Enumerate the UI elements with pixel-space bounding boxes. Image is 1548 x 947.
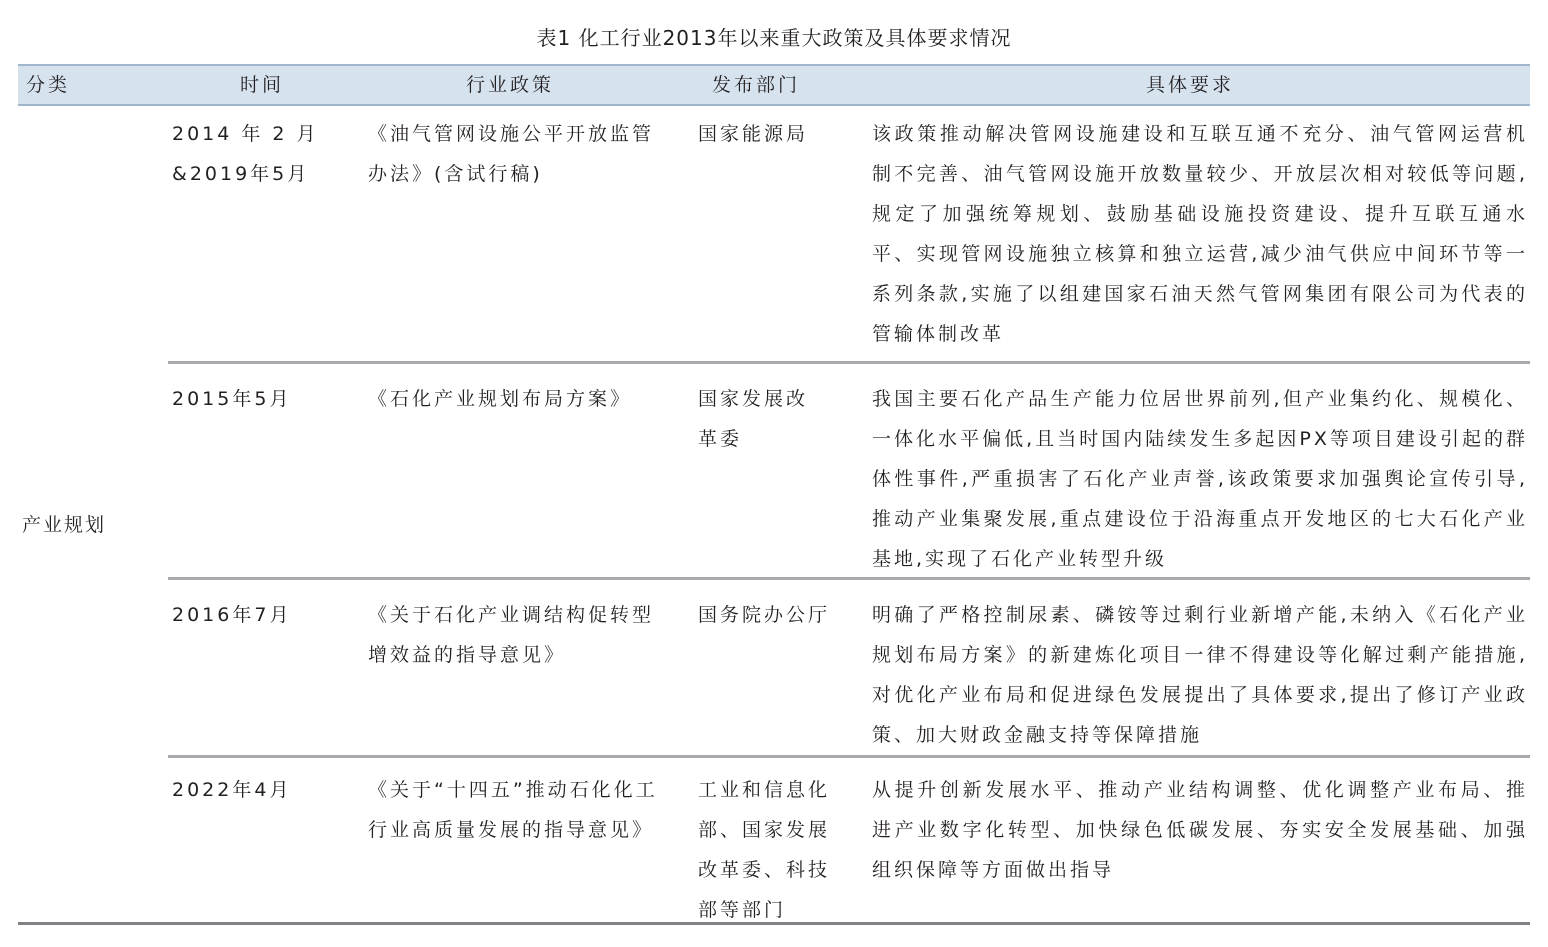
table-header — [18, 64, 1530, 106]
table-row — [168, 755, 1530, 924]
table-bottom-rule — [18, 922, 1530, 925]
header-category: 分类 — [26, 74, 71, 96]
table-row — [168, 114, 1530, 360]
department-cell: 国家能源局 — [698, 123, 809, 145]
table-title: 表1 化工行业2013年以来重大政策及具体要求情况 — [536, 26, 1012, 50]
requirement-cell: 该政策推动解决管网设施建设和互联互通不充分、油气管网运营机制不完善、油气管网设施开放数量较少、开放层次相对较低等问题,规定了加强统筹规划、鼓励基础设施投资建设、提升互联互通水平、实现管网设施独立核算和独立运营,减少油气供应中间环节等一系列条款,实施了以组建国家石油天然气管网集团有限公司为代表的管输体制改革 — [872, 123, 1528, 345]
header-policy: 行业政策 — [466, 74, 555, 96]
table-row — [168, 577, 1530, 756]
header-department: 发布部门 — [712, 74, 801, 96]
requirement-cell: 明确了严格控制尿素、磷铵等过剩行业新增产能,未纳入《石化产业规划布局方案》的新建炼化项目一律不得建设等化解过剩产能措施,对优化产业布局和促进绿色发展提出了具体要求,提出了修订产业政策、加大财政金融支持等保障措施 — [872, 604, 1528, 746]
time-cell: 2022年4月 — [172, 779, 292, 801]
requirement-cell: 我国主要石化产品生产能力位居世界前列,但产业集约化、规模化、一体化水平偏低,且当时国内陆续发生多起因PX等项目建设引起的群体性事件,严重损害了石化产业声誉,该政策要求加强舆论宣传引导,推动产业集聚发展,重点建设位于沿海重点开发地区的七大石化产业基地,实现了石化产业转型升级 — [872, 388, 1528, 570]
policy-cell: 《石化产业规划布局方案》 — [368, 388, 633, 410]
policy-cell: 《关于“十四五”推动石化化工行业高质量发展的指导意见》 — [368, 779, 658, 841]
department-cell: 国家发展改革委 — [698, 388, 809, 450]
policy-cell: 《关于石化产业调结构促转型增效益的指导意见》 — [368, 604, 655, 666]
policy-cell: 《油气管网设施公平开放监管办法》(含试行稿) — [368, 123, 655, 185]
requirement-cell: 从提升创新发展水平、推动产业结构调整、优化调整产业布局、推进产业数字化转型、加快绿色低碳发展、夯实安全发展基础、加强组织保障等方面做出指导 — [872, 779, 1528, 881]
header-requirement: 具体要求 — [1146, 74, 1235, 96]
department-cell: 工业和信息化部、国家发展改革委、科技部等部门 — [698, 779, 831, 921]
department-cell: 国务院办公厅 — [698, 604, 831, 626]
time-cell: 2016年7月 — [172, 604, 292, 626]
time-cell: 2014 年 2 月 &2019年5月 — [172, 123, 319, 185]
header-time: 时间 — [240, 74, 285, 96]
table-row — [168, 361, 1530, 578]
category-label: 产业规划 — [22, 514, 107, 536]
time-cell: 2015年5月 — [172, 388, 292, 410]
